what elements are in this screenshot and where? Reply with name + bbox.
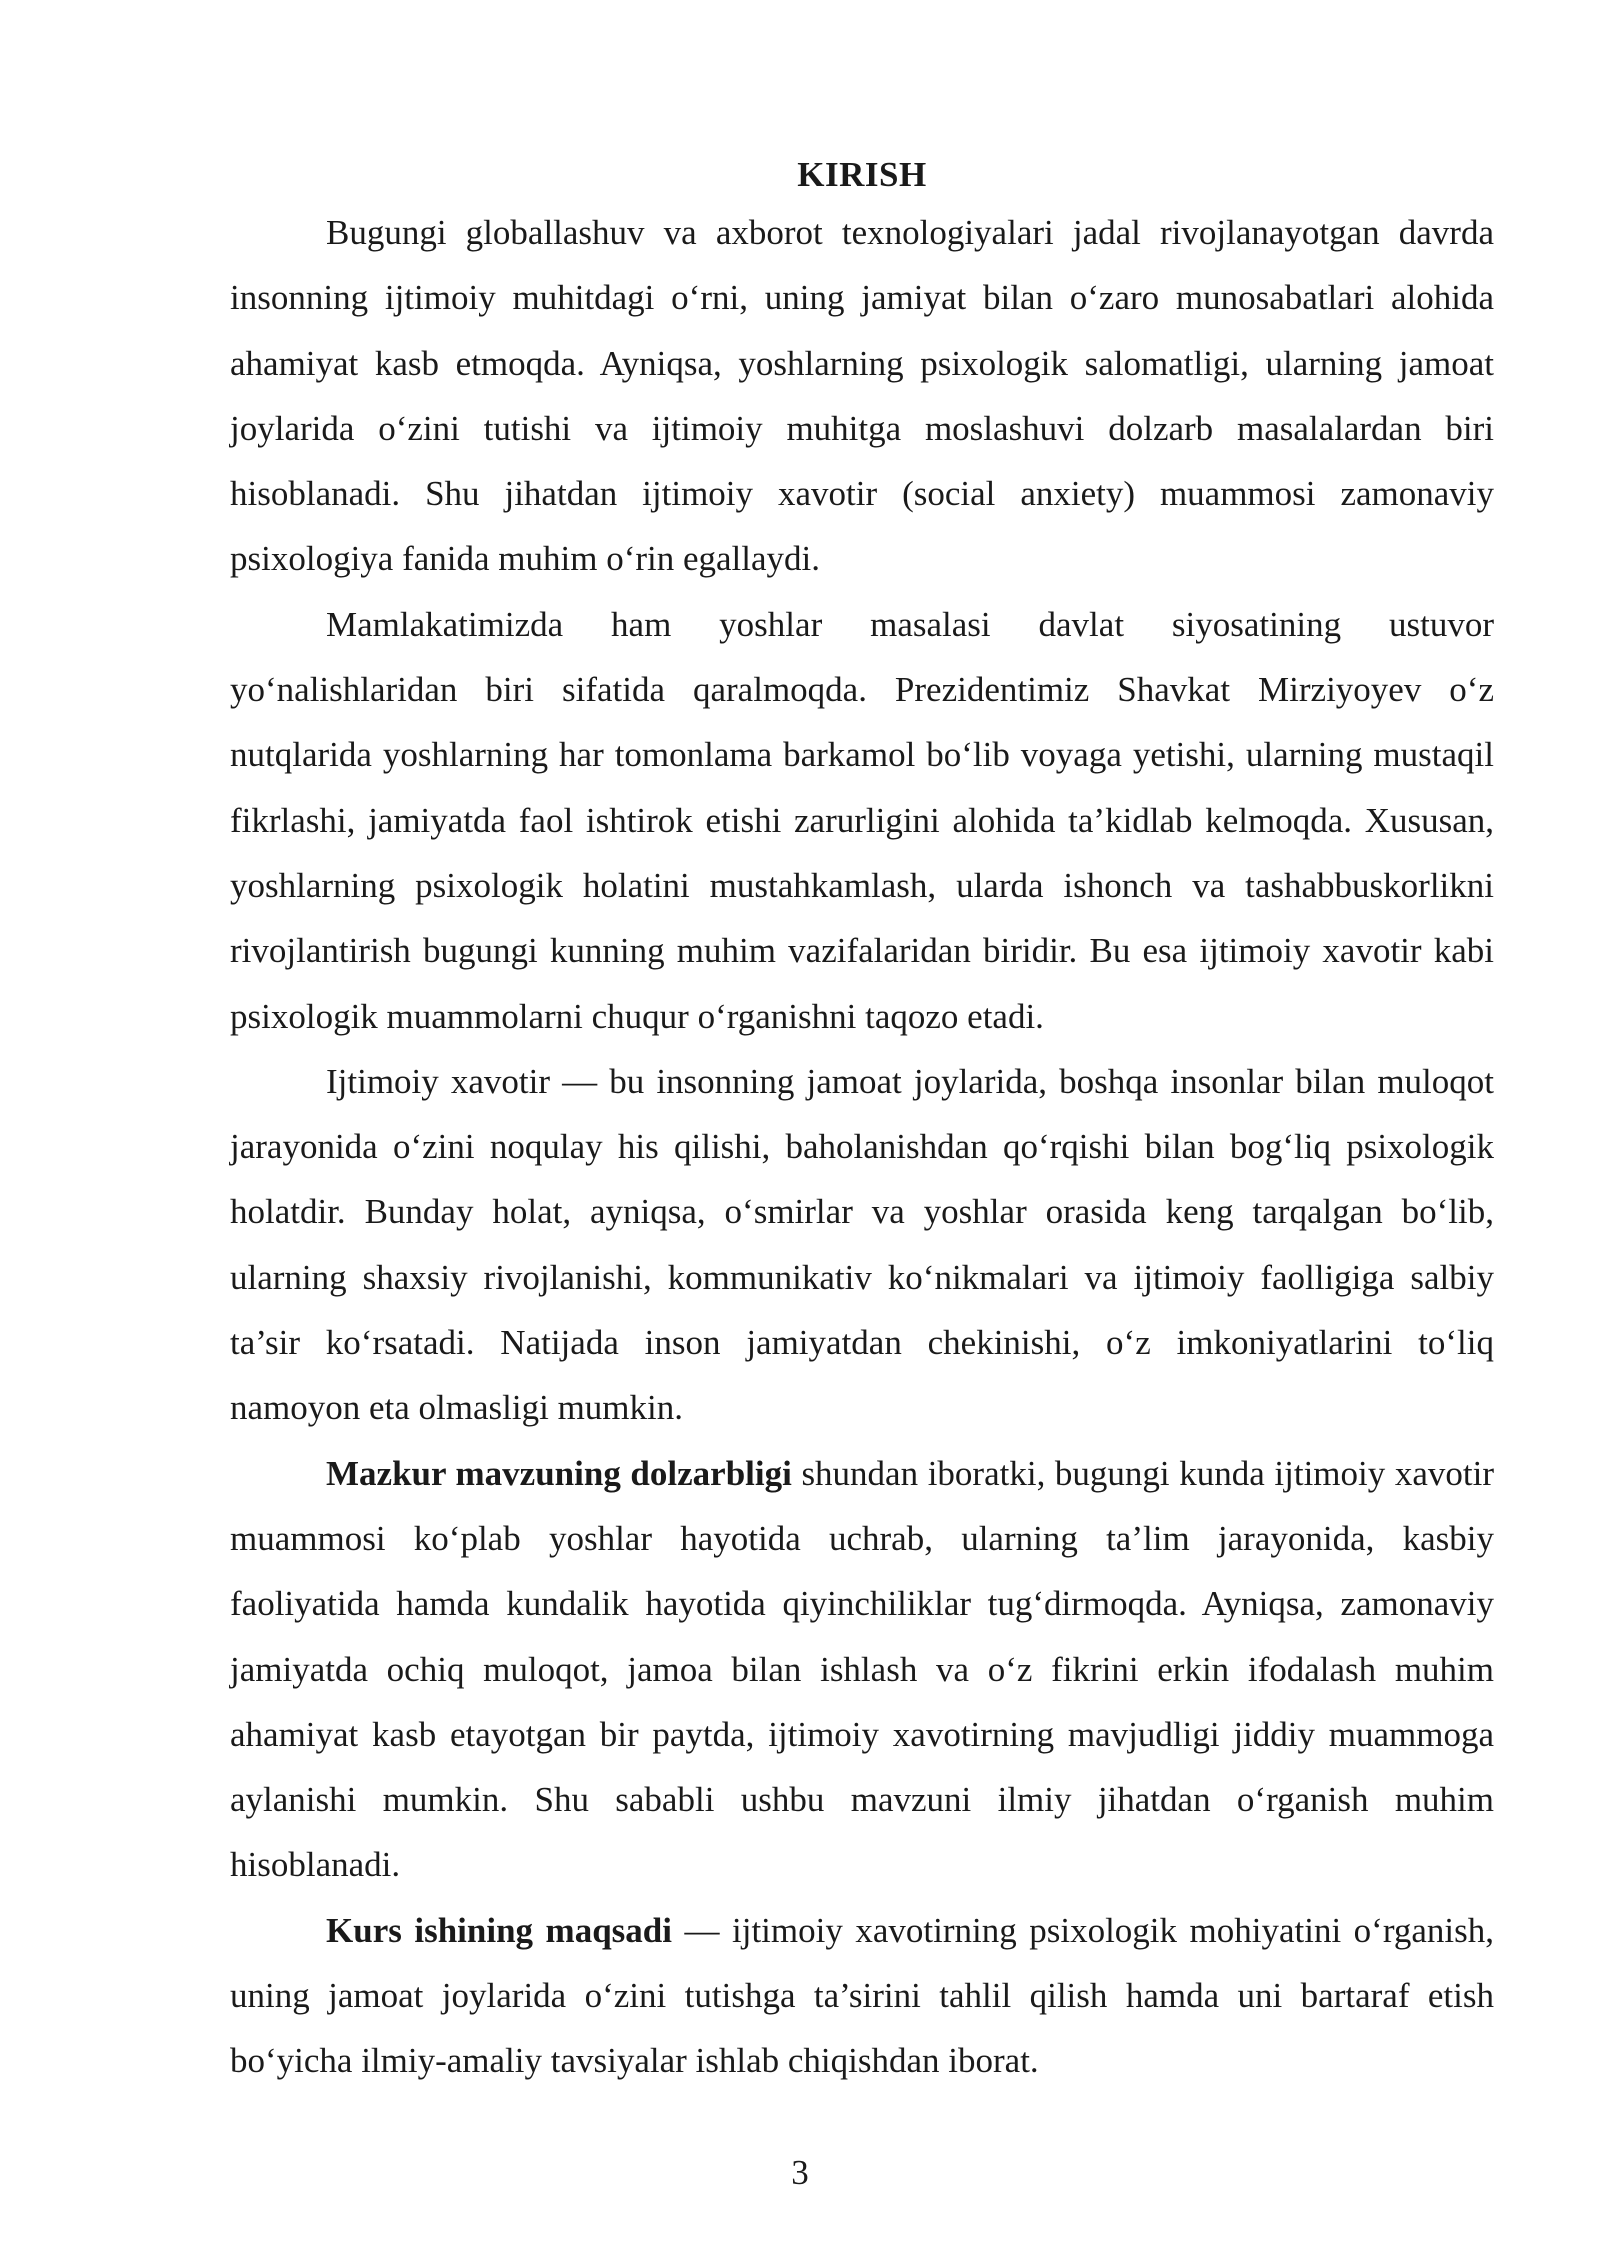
paragraph-goal — [230, 1898, 1494, 2094]
paragraph-relevance — [230, 1441, 1494, 1898]
paragraph-lead-bold: Kurs ishining maqsadi — [326, 1910, 672, 1950]
paragraph-text: Ijtimoiy xavotir — bu insonning jamoat joylarida, boshqa insonlar bilan muloqot jarayonida o‘zini noqulay his qilishi, baholanishdan qo‘rqishi bilan bog‘liq psixologik holatdir. Bunday holat, ayniqsa, o‘smirlar va yoshlar orasida keng tarqalgan bo‘lib, ularning shaxsiy rivojlanishi, kommunikativ ko‘nikmalari va ijtimoiy faolligiga salbiy ta’sir ko‘rsatadi. Natijada inson jamiyatdan chekinishi, o‘z imkoniyatlarini to‘liq namoyon eta olmasligi mumkin. — [230, 1061, 1494, 1428]
paragraph-text: — ijtimoiy xavotirning psixologik mohiyatini o‘rganish, uning jamoat joylarida o‘zini tutishga ta’sirini tahlil qilish hamda uni bartaraf etish bo‘yicha ilmiy-amaliy tavsiyalar ishlab chiqishdan iborat. — [230, 1910, 1494, 2081]
document-page — [230, 150, 1494, 2094]
page-number: 3 — [791, 2153, 809, 2192]
paragraph-text: shundan iboratki, bugungi kunda ijtimoiy xavotir muammosi ko‘plab yoshlar hayotida uchrab, ularning ta’lim jarayonida, kasbiy faoliyatida hamda kundalik hayotida qiyinchiliklar tug‘dirmoqda. Ayniqsa, zamonaviy jamiyatda ochiq muloqot, jamoa bilan ishlash va o‘z fikrini erkin ifodalash muhim ahamiyat kasb etayotgan bir paytda, ijtimoiy xavotirning mavjudligi jiddiy muammoga aylanishi mumkin. Shu sababli ushbu mavzuni ilmiy jihatdan o‘rganish muhim hisoblanadi. — [230, 1453, 1494, 1885]
paragraph-definition — [230, 1049, 1494, 1441]
paragraph-text: Bugungi globallashuv va axborot texnologiyalari jadal rivojlanayotgan davrda insonning ijtimoiy muhitdagi o‘rni, uning jamiyat bilan o‘zaro munosabatlari alohida ahamiyat kasb etmoqda. Ayniqsa, yoshlarning psixologik salomatligi, ularning jamoat joylarida o‘zini tutishi va ijtimoiy muhitga moslashuvi dolzarb masalalardan biri hisoblanadi. Shu jihatdan ijtimoiy xavotir (social anxiety) muammosi zamonaviy psixologiya fanida muhim o‘rin egallaydi. — [230, 213, 1494, 579]
paragraph-introduction — [230, 200, 1494, 592]
paragraph-text: Mamlakatimizda ham yoshlar masalasi davlat siyosatining ustuvor yo‘nalishlaridan biri sifatida qaralmoqda. Prezidentimiz Shavkat Mirziyoyev o‘z nutqlarida yoshlarning har tomonlama barkamol bo‘lib voyaga yetishi, ularning mustaqil fikrlashi, jamiyatda faol ishtirok etishi zarurligini alohida ta’kidlab kelmoqda. Xususan, yoshlarning psixologik holatini mustahkamlash, ularda ishonch va tashabbuskorlikni rivojlantirish bugungi kunning muhim vazifalaridan biridir. Bu esa ijtimoiy xavotir kabi psixologik muammolarni chuqur o‘rganishni taqozo etadi. — [230, 604, 1494, 1036]
paragraph-youth-policy — [230, 592, 1494, 1049]
paragraph-lead-bold: Mazkur mavzuning dolzarbligi — [326, 1453, 792, 1493]
section-title: KIRISH — [797, 155, 927, 194]
